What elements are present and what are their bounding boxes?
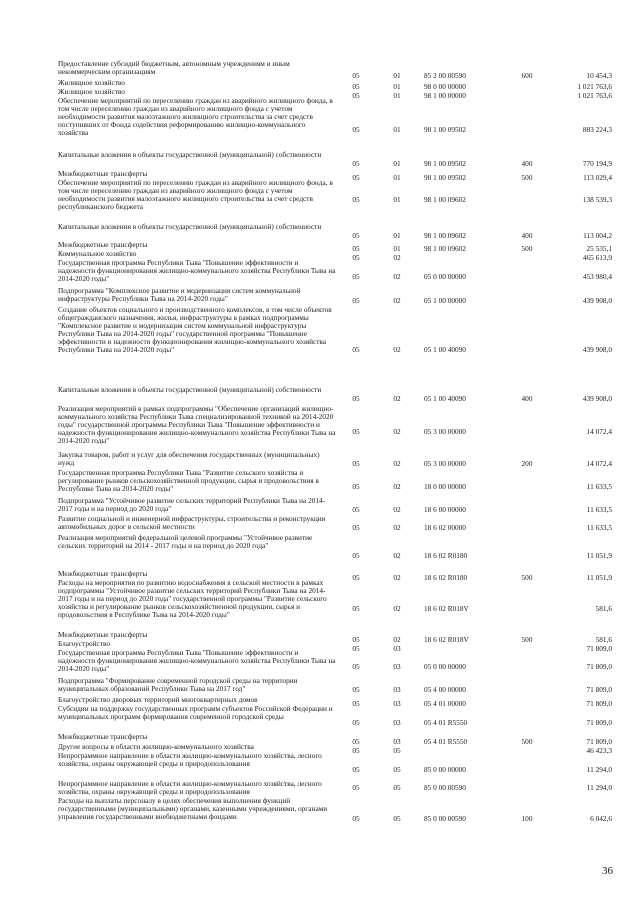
row-pr: 02 xyxy=(393,573,401,582)
row-name: Другие вопросы в области жилищно-коммунального хозяйства xyxy=(58,742,254,751)
row-vr: 500 xyxy=(521,173,533,182)
row-rz: 05 xyxy=(352,272,360,281)
row-cs: 98 1 00 09602 xyxy=(424,195,466,204)
row-rz: 05 xyxy=(352,82,360,91)
row-vr: 500 xyxy=(521,244,533,253)
row-sum: 6 042,6 xyxy=(590,814,612,823)
row-pr: 02 xyxy=(393,551,401,560)
page-number: 36 xyxy=(602,865,613,877)
row-name: Жилищное хозяйство xyxy=(58,87,125,96)
row-rz: 05 xyxy=(352,505,360,514)
row-name: Государственная программа Республики Тыва "Развитие сельского хозяйства и регулирование рынков сельскохозяйственной продукции, сырья и продовольствия в Республике Тыва на 2014-2020 годы" xyxy=(58,468,319,493)
row-sum: 71 809,0 xyxy=(586,699,612,708)
row-rz: 05 xyxy=(352,685,360,694)
row-pr: 01 xyxy=(393,231,401,240)
row-name: Капитальные вложения в объекты государственной (муниципальной) собственности xyxy=(58,385,322,394)
row-cs: 18 6 00 00000 xyxy=(424,505,466,514)
row-sum: 439 908,0 xyxy=(582,394,612,403)
row-name: Обеспечение мероприятий по переселению граждан из аварийного жилищного фонда, в том числе переселению граждан из аварийного жилищного фонда с учетом необходимости развития малоэтажного жилищного строительства за счет средств поступивших от Фонда содействия реформированию жилищно-коммунального хозяйства xyxy=(58,96,333,137)
row-pr: 01 xyxy=(393,91,401,100)
row-pr: 03 xyxy=(393,699,401,708)
row-rz: 05 xyxy=(352,573,360,582)
row-pr: 03 xyxy=(393,662,401,671)
row-pr: 01 xyxy=(393,173,401,182)
row-cs: 98 1 00 09602 xyxy=(424,231,466,240)
row-vr: 500 xyxy=(521,737,533,746)
row-rz: 05 xyxy=(352,783,360,792)
row-pr: 02 xyxy=(393,253,401,262)
row-rz: 05 xyxy=(352,459,360,468)
row-pr: 02 xyxy=(393,482,401,491)
row-sum: 1 021 763,6 xyxy=(577,91,612,100)
row-sum: 71 809,0 xyxy=(586,662,612,671)
row-name: Закупка товаров, работ и услуг для обеспечения государственных (муниципальных) нужд xyxy=(58,450,320,467)
row-name: Благоустройство xyxy=(58,639,110,648)
row-rz: 05 xyxy=(352,644,360,653)
row-sum: 439 908,0 xyxy=(582,296,612,305)
row-sum: 465 613,9 xyxy=(582,253,612,262)
row-cs: 18 6 02 00000 xyxy=(424,523,466,532)
row-sum: 113 029,4 xyxy=(583,173,612,182)
row-cs: 05 4 01 R5550 xyxy=(424,718,468,727)
row-sum: 25 535,1 xyxy=(586,244,612,253)
row-cs: 98 1 00 00000 xyxy=(424,91,466,100)
row-pr: 02 xyxy=(393,427,401,436)
row-cs: 05 3 00 00000 xyxy=(424,427,466,436)
row-rz: 05 xyxy=(352,125,360,134)
row-pr: 01 xyxy=(393,71,401,80)
row-cs: 98 1 00 09502 xyxy=(424,125,466,134)
row-rz: 05 xyxy=(352,159,360,168)
row-sum: 10 454,3 xyxy=(586,71,612,80)
row-cs: 05 4 01 R5550 xyxy=(424,737,468,746)
row-vr: 500 xyxy=(521,573,533,582)
row-name: Развитие социальной и инженерной инфраструктуры, строительства и реконструкции автомобильных дорог в сельской местности xyxy=(58,514,326,531)
row-name: Межбюджетные трансферты xyxy=(58,169,148,178)
row-vr: 400 xyxy=(521,394,533,403)
row-sum: 581,6 xyxy=(595,604,612,613)
row-name: Межбюджетные трансферты xyxy=(58,240,148,249)
row-rz: 05 xyxy=(352,173,360,182)
row-cs: 98 1 00 09602 xyxy=(424,244,466,253)
row-pr: 05 xyxy=(393,765,401,774)
row-name: Межбюджетные трансферты xyxy=(58,569,148,578)
row-name: Расходы на мероприятия по развитию водоснабжения в сельской местности в рамках подпрограммы "Устойчивое развитие сельских территорий Республики Тыва на 2014-2017 годы и на период до 2020 года" государственной программы "Развитие сельского хозяйства и регулирование рынков сельскохозяйственной продукции, сырья и продовольствия в Республике Тыва на 2014-2020 годы" xyxy=(58,578,327,619)
row-pr: 02 xyxy=(393,635,401,644)
row-cs: 18 6 02 R0180 xyxy=(424,551,468,560)
row-name: Государственная программа Республики Тыва "Повышение эффективности и надежности функционирования жилищно-коммунального хозяйства Республики Тыва на 2014-2020 годы" xyxy=(58,648,336,673)
row-cs: 05 4 01 00000 xyxy=(424,699,466,708)
row-rz: 05 xyxy=(352,231,360,240)
row-name: Непрограммное направление в области жилищно-коммунального хозяйства, лесного хозяйства, охраны окружающей среды и природопользования xyxy=(58,751,322,768)
row-rz: 05 xyxy=(352,662,360,671)
row-cs: 05 1 00 40090 xyxy=(424,394,466,403)
row-rz: 05 xyxy=(352,253,360,262)
row-sum: 11 633,5 xyxy=(586,523,612,532)
row-pr: 01 xyxy=(393,82,401,91)
row-rz: 05 xyxy=(352,814,360,823)
row-pr: 05 xyxy=(393,746,401,755)
row-sum: 11 633,5 xyxy=(586,505,612,514)
row-pr: 03 xyxy=(393,644,401,653)
row-pr: 01 xyxy=(393,244,401,253)
row-vr: 400 xyxy=(521,231,533,240)
row-sum: 11 294,0 xyxy=(586,765,612,774)
row-rz: 05 xyxy=(352,523,360,532)
row-rz: 05 xyxy=(352,482,360,491)
row-name: Государственная программа Республики Тыва "Повышение эффективности и надежности функционирования жилищно-коммунального хозяйства Республики Тыва на 2014-2020 годы" xyxy=(58,258,336,283)
row-cs: 85 0 00 00590 xyxy=(424,814,466,823)
row-pr: 03 xyxy=(393,718,401,727)
row-sum: 11 294,0 xyxy=(586,783,612,792)
row-rz: 05 xyxy=(352,394,360,403)
row-rz: 05 xyxy=(352,604,360,613)
row-rz: 05 xyxy=(352,635,360,644)
row-sum: 71 809,0 xyxy=(586,737,612,746)
row-sum: 453 980,4 xyxy=(582,272,612,281)
row-sum: 1 021 763,6 xyxy=(577,82,612,91)
row-pr: 02 xyxy=(393,296,401,305)
row-pr: 01 xyxy=(393,159,401,168)
row-pr: 02 xyxy=(393,505,401,514)
row-cs: 18 6 02 R018V xyxy=(424,604,469,613)
row-name: Капитальные вложения в объекты государственной (муниципальной) собственности xyxy=(58,150,322,159)
row-pr: 03 xyxy=(393,737,401,746)
row-cs: 05 4 00 00000 xyxy=(424,685,466,694)
row-cs: 18 0 00 00000 xyxy=(424,482,466,491)
row-sum: 71 809,0 xyxy=(586,644,612,653)
row-cs: 85 2 00 00590 xyxy=(424,71,466,80)
row-rz: 05 xyxy=(352,699,360,708)
row-sum: 138 539,3 xyxy=(582,195,612,204)
row-sum: 14 072,4 xyxy=(586,459,612,468)
row-cs: 98 1 00 09502 xyxy=(424,159,466,168)
row-pr: 02 xyxy=(393,345,401,354)
row-sum: 14 072,4 xyxy=(586,427,612,436)
row-pr: 03 xyxy=(393,685,401,694)
row-vr: 600 xyxy=(521,71,533,80)
row-cs: 05 0 00 00000 xyxy=(424,272,466,281)
row-pr: 02 xyxy=(393,459,401,468)
row-pr: 02 xyxy=(393,604,401,613)
row-name: Предоставление субсидий бюджетным, автономным учреждениям и иным некоммерческим организациям xyxy=(58,59,290,76)
row-rz: 05 xyxy=(352,765,360,774)
row-cs: 05 0 00 00000 xyxy=(424,662,466,671)
row-vr: 500 xyxy=(521,635,533,644)
row-name: Обеспечение мероприятий по переселению граждан из аварийного жилищного фонда, в том числе переселению граждан из аварийного жилищного фонда с учетом необходимости развития малоэтажного жилищного строительства за счет средств республиканского бюджета xyxy=(58,178,333,211)
row-sum: 11 051,9 xyxy=(586,573,612,582)
row-rz: 05 xyxy=(352,551,360,560)
row-rz: 05 xyxy=(352,71,360,80)
row-vr: 400 xyxy=(521,159,533,168)
row-name: Расходы на выплаты персоналу в целях обеспечения выполнения функций государственными (муниципальными) органами, казенными учреждениями, органами управления государственными внебюджетными фондами xyxy=(58,796,328,821)
row-name: Межбюджетные трансферты xyxy=(58,630,148,639)
row-name: Реализация мероприятий федеральной целевой программы "Устойчивое развитие сельских территорий на 2014 - 2017 годы и на период до 2020 года" xyxy=(58,533,313,550)
row-cs: 18 6 02 R018V xyxy=(424,635,469,644)
row-rz: 05 xyxy=(352,718,360,727)
row-pr: 05 xyxy=(393,814,401,823)
row-vr: 200 xyxy=(521,459,533,468)
row-cs: 98 0 00 00000 xyxy=(424,82,466,91)
row-sum: 581,6 xyxy=(595,635,612,644)
row-rz: 05 xyxy=(352,746,360,755)
row-name: Коммунальное хозяйство xyxy=(58,249,137,258)
row-cs: 85 0 00 00000 xyxy=(424,765,466,774)
row-sum: 439 908,0 xyxy=(582,345,612,354)
row-name: Реализация мероприятий в рамках подпрограммы "Обеспечение организаций жилищно-коммунального хозяйства Республики Тыва специализированной техникой на 2014-2020 годы" государственной программы Республики Тыва "Повышение эффективности и надежности функционирования жилищно-коммунального хозяйства Республики Тыва на 2014-2020 годы" xyxy=(58,404,336,445)
row-rz: 05 xyxy=(352,296,360,305)
row-name: Создание объектов социального и производственного комплексов, в том числе объектов общегражданского назначения, жилья, инфраструктуры в рамках подпрограммы "Комплексное развитие и модернизация систем коммунальной инфраструктуры Республики Тыва на 2014-2020 годы" государственной программы "Повышение эффективности и надежности функционирования жилищно-коммунального хозяйства Республики Тыва на 2014-2020 годы" xyxy=(58,305,332,354)
row-sum: 113 004,2 xyxy=(583,231,612,240)
row-cs: 85 0 00 00590 xyxy=(424,783,466,792)
row-rz: 05 xyxy=(352,195,360,204)
row-pr: 02 xyxy=(393,272,401,281)
row-pr: 02 xyxy=(393,523,401,532)
row-rz: 05 xyxy=(352,91,360,100)
row-name: Межбюджетные трансферты xyxy=(58,732,148,741)
row-name: Капитальные вложения в объекты государственной (муниципальной) собственности xyxy=(58,222,322,231)
row-rz: 05 xyxy=(352,427,360,436)
row-pr: 01 xyxy=(393,125,401,134)
row-sum: 11 633,5 xyxy=(586,482,612,491)
row-sum: 770 194,9 xyxy=(582,159,612,168)
row-name: Благоустройство дворовых территорий многоквартирных домов xyxy=(58,695,258,704)
row-name: Подпрограмма "Комплексное развитие и модернизация систем коммунальной инфраструктуры Республики Тыва на 2014-2020 годы" xyxy=(58,286,301,303)
row-cs: 05 1 00 00000 xyxy=(424,296,466,305)
row-rz: 05 xyxy=(352,737,360,746)
row-name: Подпрограмма "Формирование современной городской среды на территории муниципальных образований Республики Тыва на 2017 год" xyxy=(58,676,298,693)
row-rz: 05 xyxy=(352,244,360,253)
row-name: Субсидии на поддержку государственных программ субъектов Российской Федерации и муниципальных программ формирования современной городской среды xyxy=(58,704,333,721)
row-pr: 05 xyxy=(393,783,401,792)
row-sum: 883 224,3 xyxy=(582,125,612,134)
row-name: Жилищное хозяйство xyxy=(58,78,125,87)
row-cs: 05 1 00 40090 xyxy=(424,345,466,354)
row-sum: 71 809,0 xyxy=(586,685,612,694)
row-sum: 46 423,3 xyxy=(586,746,612,755)
row-sum: 71 809,0 xyxy=(586,718,612,727)
row-vr: 100 xyxy=(521,814,533,823)
row-cs: 18 6 02 R0180 xyxy=(424,573,468,582)
row-cs: 05 3 00 00000 xyxy=(424,459,466,468)
row-rz: 05 xyxy=(352,345,360,354)
row-pr: 02 xyxy=(393,394,401,403)
row-cs: 98 1 00 09502 xyxy=(424,173,466,182)
row-name: Непрограммное направление в области жилищно-коммунального хозяйства, лесного хозяйства, охраны окружающей среды и природопользования xyxy=(58,779,322,796)
row-sum: 11 051,9 xyxy=(586,551,612,560)
row-pr: 01 xyxy=(393,195,401,204)
row-name: Подпрограмма "Устойчивое развитие сельских территорий Республики Тыва на 2014-2017 годы и на период до 2020 года" xyxy=(58,496,326,513)
